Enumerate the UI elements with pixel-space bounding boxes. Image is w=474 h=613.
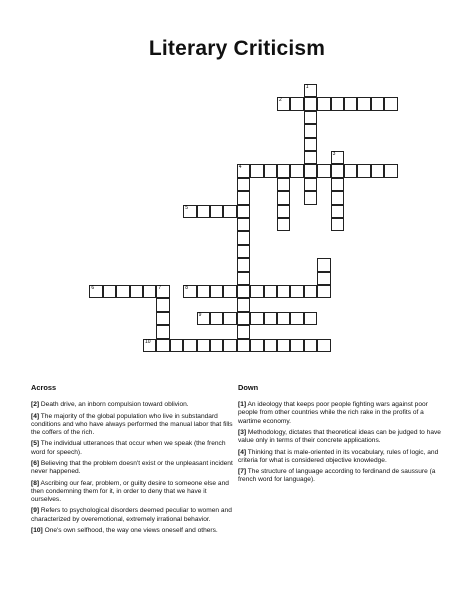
- crossword-cell[interactable]: [304, 312, 317, 325]
- crossword-cell[interactable]: [237, 258, 250, 271]
- crossword-cell[interactable]: [290, 285, 303, 298]
- clue-text: The majority of the global population who live in substandard conditions and who have always performed the manual labor that fills the coffers of the rich.: [31, 412, 233, 436]
- clue-number: [4]: [238, 448, 247, 456]
- clue-number: [4]: [31, 412, 40, 420]
- crossword-cell[interactable]: [317, 285, 330, 298]
- crossword-cell[interactable]: [223, 339, 236, 352]
- cell-number: 2: [279, 97, 282, 104]
- clue-text: Refers to psychological disorders deemed peculiar to women and characterized by overemotional, extremely irrational behavior.: [31, 507, 232, 523]
- clue-down-3: [238, 429, 446, 445]
- clue-number: [2]: [31, 401, 40, 409]
- crossword-cell[interactable]: [290, 97, 303, 110]
- cell-number: 7: [158, 285, 162, 291]
- crossword-cell[interactable]: [344, 97, 357, 110]
- crossword-cell[interactable]: [89, 285, 102, 298]
- crossword-cell[interactable]: [304, 124, 317, 137]
- crossword-cell[interactable]: [250, 339, 263, 352]
- crossword-cell[interactable]: [317, 339, 330, 352]
- crossword-cell[interactable]: [357, 97, 370, 110]
- clue-text: Thinking that is male-oriented in its vocabulary, rules of logic, and criteria for what is considered objective knowledge.: [238, 448, 439, 464]
- crossword-cell[interactable]: [237, 205, 250, 218]
- crossword-cell[interactable]: [264, 312, 277, 325]
- cell-number: 10: [145, 338, 151, 345]
- clue-down-7: [238, 468, 446, 484]
- crossword-cell[interactable]: [290, 164, 303, 177]
- crossword-cell[interactable]: [357, 164, 370, 177]
- crossword-cell[interactable]: [277, 285, 290, 298]
- across-heading: Across: [31, 383, 57, 392]
- crossword-cell[interactable]: [277, 312, 290, 325]
- page-title: Literary Criticism: [148, 37, 326, 60]
- crossword-cell[interactable]: [103, 285, 116, 298]
- crossword-cell[interactable]: [277, 164, 290, 177]
- crossword-cell[interactable]: [317, 272, 330, 285]
- crossword-cell[interactable]: [156, 285, 169, 298]
- crossword-cell[interactable]: [331, 191, 344, 204]
- crossword-cell[interactable]: [250, 164, 263, 177]
- crossword-cell[interactable]: [116, 285, 129, 298]
- crossword-cell[interactable]: [210, 205, 223, 218]
- crossword-cell[interactable]: [304, 178, 317, 191]
- crossword-cell[interactable]: [264, 339, 277, 352]
- crossword-cell[interactable]: [304, 191, 317, 204]
- crossword-cell[interactable]: [170, 339, 183, 352]
- clue-across-8: [31, 480, 233, 505]
- cell-number: 3: [332, 151, 336, 157]
- crossword-cell[interactable]: [264, 285, 277, 298]
- down-clues: [238, 384, 446, 488]
- clue-across-4: [31, 413, 233, 438]
- crossword-cell[interactable]: [156, 339, 169, 352]
- crossword-cell[interactable]: [277, 205, 290, 218]
- crossword-cell[interactable]: [210, 339, 223, 352]
- clue-number: [9]: [31, 507, 40, 515]
- crossword-cell[interactable]: [223, 312, 236, 325]
- cell-number: 9: [198, 311, 202, 318]
- crossword-cell[interactable]: [331, 205, 344, 218]
- crossword-cell[interactable]: [371, 97, 384, 110]
- crossword-cell[interactable]: [317, 258, 330, 271]
- clue-text: The individual utterances that occur when we speak (the french word for speech).: [31, 440, 226, 456]
- crossword-cell[interactable]: [277, 97, 290, 110]
- crossword-cell[interactable]: [237, 298, 250, 311]
- crossword-cell[interactable]: [183, 285, 196, 298]
- crossword-cell[interactable]: [317, 97, 330, 110]
- clue-across-2: [31, 401, 233, 409]
- crossword-cell[interactable]: [156, 325, 169, 338]
- clue-text: One's own selfhood, the way one views oneself and others.: [44, 526, 218, 534]
- crossword-cell[interactable]: [210, 285, 223, 298]
- crossword-cell[interactable]: [210, 312, 223, 325]
- crossword-cell[interactable]: [331, 97, 344, 110]
- crossword-cell[interactable]: [384, 97, 397, 110]
- clue-across-5: [31, 440, 233, 456]
- crossword-cell[interactable]: [277, 218, 290, 231]
- crossword-cell[interactable]: [331, 151, 344, 164]
- crossword-cell[interactable]: [331, 178, 344, 191]
- crossword-cell[interactable]: [304, 164, 317, 177]
- clue-number: [3]: [238, 429, 247, 436]
- crossword-cell[interactable]: [237, 245, 250, 258]
- cell-number: 1: [305, 84, 309, 90]
- clue-text: An ideology that keeps poor people fighting wars against poor people from other countries while the rich rake in the profits of a wartime economy.: [238, 401, 428, 425]
- crossword-cell[interactable]: [223, 285, 236, 298]
- crossword-cell[interactable]: [197, 339, 210, 352]
- crossword-cell[interactable]: [143, 285, 156, 298]
- clue-text: Ascribing our fear, problem, or guilty desire to someone else and then condemning them for it, in order to deny that we have it ourselves.: [31, 479, 229, 503]
- crossword-cell[interactable]: [331, 218, 344, 231]
- cell-number: 8: [185, 285, 188, 291]
- crossword-cell[interactable]: [183, 205, 196, 218]
- clue-number: [5]: [31, 440, 40, 448]
- crossword-cell[interactable]: [156, 312, 169, 325]
- crossword-cell[interactable]: [143, 339, 156, 352]
- crossword-cell[interactable]: [237, 339, 250, 352]
- clue-text: The structure of language according to ferdinand de saussure (a french word for language).: [238, 468, 436, 484]
- crossword-cell[interactable]: [317, 164, 330, 177]
- crossword-cell[interactable]: [237, 191, 250, 204]
- crossword-cell[interactable]: [156, 298, 169, 311]
- crossword-cell[interactable]: [237, 178, 250, 191]
- crossword-cell[interactable]: [264, 164, 277, 177]
- crossword-cell[interactable]: [344, 164, 357, 177]
- clue-down-4: [238, 449, 446, 465]
- down-heading: Down: [238, 383, 259, 392]
- crossword-cell[interactable]: [237, 218, 250, 231]
- crossword-cell[interactable]: [290, 339, 303, 352]
- crossword-cell[interactable]: [197, 285, 210, 298]
- across-clues: [31, 384, 233, 538]
- crossword-cell[interactable]: [237, 272, 250, 285]
- clue-across-10: [31, 527, 233, 535]
- crossword-cell[interactable]: [304, 97, 317, 110]
- crossword-cell[interactable]: [290, 312, 303, 325]
- crossword-cell[interactable]: [304, 339, 317, 352]
- crossword-cell[interactable]: [277, 178, 290, 191]
- clue-text: Methodology, dictates that theoretical ideas can be judged to have value only in terms of their concrete applications.: [238, 429, 441, 445]
- crossword-cell[interactable]: [304, 285, 317, 298]
- crossword-cell[interactable]: [183, 339, 196, 352]
- crossword-cell[interactable]: [277, 191, 290, 204]
- clue-number: [7]: [238, 468, 247, 476]
- crossword-cell[interactable]: [277, 339, 290, 352]
- crossword-cell[interactable]: [250, 312, 263, 325]
- clue-text: Believing that the problem doesn't exist or the unpleasant incident never happened.: [31, 459, 233, 476]
- cell-number: 6: [91, 285, 95, 291]
- cell-number: 5: [185, 204, 188, 211]
- crossword-cell[interactable]: [237, 164, 250, 177]
- cell-number: 4: [238, 164, 242, 171]
- clue-number: [6]: [31, 459, 40, 467]
- crossword-cell[interactable]: [304, 151, 317, 164]
- clue-number: [1]: [238, 401, 247, 409]
- crossword-cell[interactable]: [304, 84, 317, 97]
- clue-number: [10]: [31, 526, 43, 534]
- crossword-cell[interactable]: [237, 325, 250, 338]
- crossword-cell[interactable]: [331, 164, 344, 177]
- crossword-cell[interactable]: [304, 138, 317, 151]
- clue-across-6: [31, 460, 233, 476]
- crossword-cell[interactable]: [237, 312, 250, 325]
- clue-text: Death drive, an inborn compulsion toward oblivion.: [40, 401, 189, 409]
- crossword-cell[interactable]: [223, 205, 236, 218]
- crossword-cell[interactable]: [304, 111, 317, 124]
- clue-down-1: [238, 401, 446, 426]
- clue-across-9: [31, 507, 233, 523]
- crossword-cell[interactable]: [130, 285, 143, 298]
- crossword-cell[interactable]: [371, 164, 384, 177]
- crossword-cell[interactable]: [197, 312, 210, 325]
- crossword-cell[interactable]: [384, 164, 397, 177]
- clue-number: [8]: [31, 479, 40, 487]
- crossword-cell[interactable]: [237, 231, 250, 244]
- crossword-cell[interactable]: [237, 285, 250, 298]
- crossword-cell[interactable]: [250, 285, 263, 298]
- crossword-cell[interactable]: [197, 205, 210, 218]
